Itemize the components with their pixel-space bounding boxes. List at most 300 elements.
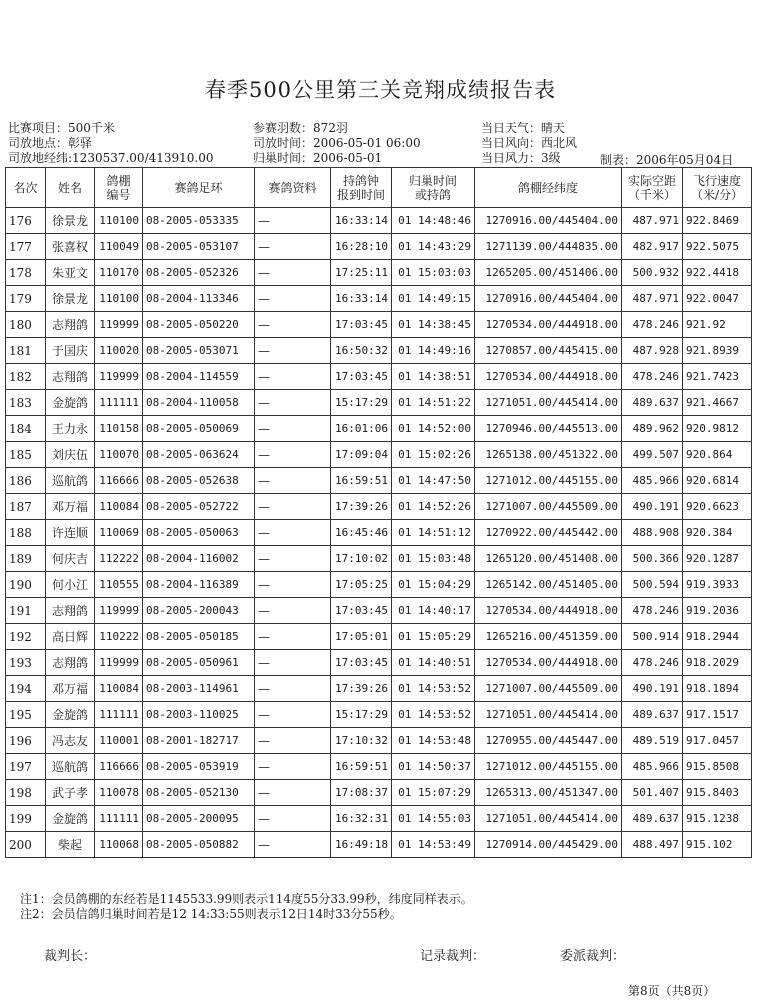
note-2: 注2：会员信鸽归巢时间若是12 14:33:55则表示12日14时33分55秒。 — [20, 907, 402, 921]
table-row — [6, 286, 752, 312]
cell-ring-number: 08-2005-200043 — [143, 598, 255, 624]
header-ring-number: 赛鸽足环 — [143, 168, 255, 208]
cell-loft-id: 110049 — [95, 234, 143, 260]
cell-ring-number: 08-2004-114559 — [143, 364, 255, 390]
cell-ring-number: 08-2003-110025 — [143, 702, 255, 728]
cell-speed: 915.8508 — [683, 754, 752, 780]
cell-ring-number: 08-2005-063624 — [143, 442, 255, 468]
cell-pigeon-info: — — [255, 624, 331, 650]
cell-pigeon-info: — — [255, 312, 331, 338]
cell-return-time: 01 14:53:52 — [392, 702, 475, 728]
report-title: 春季500公里第三关竞翔成绩报告表 — [204, 78, 557, 102]
cell-rank: 197 — [6, 754, 46, 780]
cell-loft-coordinates: 1271051.00/445414.00 — [475, 702, 622, 728]
cell-distance: 490.191 — [622, 494, 683, 520]
header-pigeon-info: 赛鸽资料 — [255, 168, 331, 208]
cell-pigeon-info: — — [255, 598, 331, 624]
table-row — [6, 546, 752, 572]
cell-clock-time: 16:45:46 — [331, 520, 392, 546]
cell-clock-time: 16:32:31 — [331, 806, 392, 832]
cell-rank: 191 — [6, 598, 46, 624]
cell-return-time: 01 14:49:16 — [392, 338, 475, 364]
cell-name: 何庆吉 — [46, 546, 95, 572]
cell-loft-id: 116666 — [95, 468, 143, 494]
cell-speed: 918.2029 — [683, 650, 752, 676]
cell-loft-id: 119999 — [95, 312, 143, 338]
cell-rank: 176 — [6, 208, 46, 234]
cell-loft-id: 110084 — [95, 494, 143, 520]
cell-name: 金旋鸽 — [46, 390, 95, 416]
cell-rank: 190 — [6, 572, 46, 598]
cell-ring-number: 08-2005-050220 — [143, 312, 255, 338]
results-table — [5, 167, 752, 858]
cell-speed: 922.4418 — [683, 260, 752, 286]
table-row — [6, 390, 752, 416]
table-row — [6, 338, 752, 364]
cell-clock-time: 16:33:14 — [331, 286, 392, 312]
cell-loft-coordinates: 1270922.00/445442.00 — [475, 520, 622, 546]
cell-loft-id: 110078 — [95, 780, 143, 806]
cell-pigeon-info: — — [255, 832, 331, 858]
cell-rank: 200 — [6, 832, 46, 858]
cell-clock-time: 16:50:32 — [331, 338, 392, 364]
header-return-time: 归巢时间 或持鸽 — [392, 168, 475, 208]
table-header-row — [6, 168, 752, 208]
cell-pigeon-info: — — [255, 234, 331, 260]
cell-distance: 500.366 — [622, 546, 683, 572]
header-speed: 飞行速度 （米/分） — [683, 168, 752, 208]
cell-loft-id: 110001 — [95, 728, 143, 754]
cell-distance: 487.971 — [622, 208, 683, 234]
cell-rank: 199 — [6, 806, 46, 832]
race-event: 比赛项目：500千米 — [8, 121, 115, 135]
cell-pigeon-info: — — [255, 520, 331, 546]
cell-return-time: 01 15:07:29 — [392, 780, 475, 806]
cell-speed: 915.1238 — [683, 806, 752, 832]
cell-name: 志翔鸽 — [46, 312, 95, 338]
chief-judge-signature: 裁判长： — [44, 949, 97, 964]
table-row — [6, 676, 752, 702]
cell-name: 徐景龙 — [46, 208, 95, 234]
cell-return-time: 01 14:49:15 — [392, 286, 475, 312]
cell-pigeon-info: — — [255, 546, 331, 572]
cell-loft-coordinates: 1271007.00/445509.00 — [475, 494, 622, 520]
cell-loft-id: 111111 — [95, 702, 143, 728]
race-info-left — [8, 121, 214, 166]
cell-rank: 189 — [6, 546, 46, 572]
cell-loft-coordinates: 1270914.00/445429.00 — [475, 832, 622, 858]
table-row — [6, 416, 752, 442]
cell-return-time: 01 15:03:48 — [392, 546, 475, 572]
cell-loft-id: 111111 — [95, 806, 143, 832]
cell-loft-coordinates: 1265138.00/451322.00 — [475, 442, 622, 468]
note-1: 注1：会员鸽棚的东经若是1145533.99则表示114度55分33.99秒，纬度同样表示。 — [20, 892, 473, 906]
cell-rank: 194 — [6, 676, 46, 702]
cell-rank: 196 — [6, 728, 46, 754]
cell-pigeon-info: — — [255, 806, 331, 832]
cell-speed: 921.7423 — [683, 364, 752, 390]
cell-loft-coordinates: 1270955.00/445447.00 — [475, 728, 622, 754]
table-row — [6, 364, 752, 390]
cell-distance: 490.191 — [622, 676, 683, 702]
cell-clock-time: 17:09:04 — [331, 442, 392, 468]
cell-pigeon-info: — — [255, 416, 331, 442]
cell-name: 张喜权 — [46, 234, 95, 260]
header-clock-time: 持鸽钟 报到时间 — [331, 168, 392, 208]
table-row — [6, 468, 752, 494]
cell-pigeon-info: — — [255, 286, 331, 312]
cell-ring-number: 08-2005-050961 — [143, 650, 255, 676]
release-time: 司放时间：2006-05-01 06:00 — [253, 136, 421, 150]
table-row — [6, 494, 752, 520]
table-row — [6, 572, 752, 598]
cell-distance: 488.497 — [622, 832, 683, 858]
cell-ring-number: 08-2001-182717 — [143, 728, 255, 754]
delegated-judge-signature: 委派裁判： — [560, 949, 626, 964]
cell-clock-time: 17:25:11 — [331, 260, 392, 286]
release-coordinates: 司放地经纬:1230537.00/413910.00 — [8, 151, 214, 165]
cell-return-time: 01 14:38:45 — [392, 312, 475, 338]
cell-rank: 195 — [6, 702, 46, 728]
cell-clock-time: 17:05:01 — [331, 624, 392, 650]
cell-speed: 920.384 — [683, 520, 752, 546]
cell-loft-coordinates: 1270534.00/444918.00 — [475, 312, 622, 338]
cell-clock-time: 16:33:14 — [331, 208, 392, 234]
cell-distance: 500.594 — [622, 572, 683, 598]
cell-return-time: 01 14:51:12 — [392, 520, 475, 546]
cell-speed: 921.92 — [683, 312, 752, 338]
cell-speed: 917.0457 — [683, 728, 752, 754]
header-name: 姓名 — [46, 168, 95, 208]
cell-loft-id: 110100 — [95, 286, 143, 312]
cell-name: 志翔鸽 — [46, 650, 95, 676]
cell-return-time: 01 14:53:49 — [392, 832, 475, 858]
cell-distance: 478.246 — [622, 650, 683, 676]
cell-speed: 919.3933 — [683, 572, 752, 598]
cell-distance: 482.917 — [622, 234, 683, 260]
table-body — [6, 208, 752, 858]
cell-loft-id: 116666 — [95, 754, 143, 780]
cell-loft-coordinates: 1265216.00/451359.00 — [475, 624, 622, 650]
cell-speed: 920.9812 — [683, 416, 752, 442]
cell-ring-number: 08-2005-052722 — [143, 494, 255, 520]
cell-return-time: 01 14:48:46 — [392, 208, 475, 234]
cell-name: 何小江 — [46, 572, 95, 598]
cell-return-time: 01 14:38:51 — [392, 364, 475, 390]
cell-clock-time: 16:01:06 — [331, 416, 392, 442]
cell-distance: 500.932 — [622, 260, 683, 286]
cell-name: 邓万福 — [46, 676, 95, 702]
cell-rank: 193 — [6, 650, 46, 676]
cell-speed: 922.8469 — [683, 208, 752, 234]
cell-ring-number: 08-2005-053919 — [143, 754, 255, 780]
cell-clock-time: 17:03:45 — [331, 364, 392, 390]
cell-pigeon-info: — — [255, 754, 331, 780]
cell-return-time: 01 14:53:52 — [392, 676, 475, 702]
cell-distance: 478.246 — [622, 364, 683, 390]
cell-return-time: 01 14:53:48 — [392, 728, 475, 754]
cell-ring-number: 08-2005-050882 — [143, 832, 255, 858]
cell-name: 朱亚文 — [46, 260, 95, 286]
cell-distance: 501.407 — [622, 780, 683, 806]
cell-return-time: 01 14:51:22 — [392, 390, 475, 416]
cell-rank: 183 — [6, 390, 46, 416]
cell-name: 志翔鸽 — [46, 364, 95, 390]
cell-pigeon-info: — — [255, 260, 331, 286]
cell-name: 柴起 — [46, 832, 95, 858]
cell-name: 金旋鸽 — [46, 702, 95, 728]
cell-name: 金旋鸽 — [46, 806, 95, 832]
cell-loft-id: 110070 — [95, 442, 143, 468]
header-loft-id: 鸽棚 编号 — [95, 168, 143, 208]
cell-rank: 186 — [6, 468, 46, 494]
cell-clock-time: 16:49:18 — [331, 832, 392, 858]
cell-clock-time: 17:39:26 — [331, 676, 392, 702]
cell-speed: 921.8939 — [683, 338, 752, 364]
cell-distance: 500.914 — [622, 624, 683, 650]
cell-distance: 489.637 — [622, 702, 683, 728]
cell-distance: 499.507 — [622, 442, 683, 468]
cell-loft-coordinates: 1270857.00/445415.00 — [475, 338, 622, 364]
cell-ring-number: 08-2005-052326 — [143, 260, 255, 286]
cell-loft-coordinates: 1271012.00/445155.00 — [475, 468, 622, 494]
cell-loft-id: 110100 — [95, 208, 143, 234]
cell-loft-id: 110068 — [95, 832, 143, 858]
cell-distance: 478.246 — [622, 598, 683, 624]
cell-distance: 485.966 — [622, 468, 683, 494]
cell-name: 徐景龙 — [46, 286, 95, 312]
cell-ring-number: 08-2005-200095 — [143, 806, 255, 832]
cell-pigeon-info: — — [255, 390, 331, 416]
cell-speed: 920.6814 — [683, 468, 752, 494]
cell-loft-id: 110158 — [95, 416, 143, 442]
cell-pigeon-info: — — [255, 702, 331, 728]
cell-ring-number: 08-2005-050063 — [143, 520, 255, 546]
cell-rank: 182 — [6, 364, 46, 390]
cell-clock-time: 17:10:32 — [331, 728, 392, 754]
wind-direction: 当日风向：西北风 — [481, 136, 578, 150]
cell-clock-time: 17:05:25 — [331, 572, 392, 598]
cell-rank: 188 — [6, 520, 46, 546]
cell-speed: 920.1287 — [683, 546, 752, 572]
table-row — [6, 208, 752, 234]
cell-return-time: 01 14:50:37 — [392, 754, 475, 780]
wind-force: 当日风力：3级 — [481, 151, 561, 165]
cell-speed: 922.5075 — [683, 234, 752, 260]
cell-pigeon-info: — — [255, 338, 331, 364]
race-info-right — [481, 121, 577, 166]
return-date: 归巢时间：2006-05-01 — [253, 151, 383, 165]
cell-loft-coordinates: 1265142.00/451405.00 — [475, 572, 622, 598]
table-row — [6, 312, 752, 338]
cell-rank: 181 — [6, 338, 46, 364]
race-info-mid — [253, 121, 421, 166]
cell-name: 巡航鸽 — [46, 468, 95, 494]
cell-clock-time: 16:28:10 — [331, 234, 392, 260]
cell-ring-number: 08-2005-052638 — [143, 468, 255, 494]
table-row — [6, 728, 752, 754]
cell-name: 高日辉 — [46, 624, 95, 650]
table-row — [6, 520, 752, 546]
cell-loft-coordinates: 1271051.00/445414.00 — [475, 390, 622, 416]
cell-speed: 917.1517 — [683, 702, 752, 728]
cell-return-time: 01 15:05:29 — [392, 624, 475, 650]
weather: 当日天气：晴天 — [481, 121, 566, 135]
cell-name: 武子孝 — [46, 780, 95, 806]
cell-distance: 489.519 — [622, 728, 683, 754]
cell-loft-coordinates: 1271007.00/445509.00 — [475, 676, 622, 702]
cell-return-time: 01 14:40:17 — [392, 598, 475, 624]
header-loft-coordinates: 鸽棚经纬度 — [475, 168, 622, 208]
cell-loft-id: 119999 — [95, 598, 143, 624]
cell-loft-id: 110170 — [95, 260, 143, 286]
cell-distance: 488.908 — [622, 520, 683, 546]
cell-pigeon-info: — — [255, 494, 331, 520]
cell-return-time: 01 14:40:51 — [392, 650, 475, 676]
cell-ring-number: 08-2005-053335 — [143, 208, 255, 234]
cell-loft-coordinates: 1270534.00/444918.00 — [475, 650, 622, 676]
cell-distance: 489.962 — [622, 416, 683, 442]
cell-loft-coordinates: 1270916.00/445404.00 — [475, 286, 622, 312]
cell-clock-time: 17:08:37 — [331, 780, 392, 806]
cell-pigeon-info: — — [255, 650, 331, 676]
cell-speed: 922.0047 — [683, 286, 752, 312]
cell-rank: 178 — [6, 260, 46, 286]
table-row — [6, 442, 752, 468]
cell-ring-number: 08-2004-116389 — [143, 572, 255, 598]
cell-loft-id: 119999 — [95, 364, 143, 390]
cell-return-time: 01 14:47:50 — [392, 468, 475, 494]
cell-rank: 177 — [6, 234, 46, 260]
header-rank: 名次 — [6, 168, 46, 208]
table-row — [6, 832, 752, 858]
cell-clock-time: 15:17:29 — [331, 702, 392, 728]
cell-name: 巡航鸽 — [46, 754, 95, 780]
cell-pigeon-info: — — [255, 208, 331, 234]
cell-rank: 192 — [6, 624, 46, 650]
cell-pigeon-info: — — [255, 780, 331, 806]
cell-pigeon-info: — — [255, 442, 331, 468]
cell-ring-number: 08-2003-114961 — [143, 676, 255, 702]
cell-loft-id: 112222 — [95, 546, 143, 572]
cell-clock-time: 15:17:29 — [331, 390, 392, 416]
table-row — [6, 702, 752, 728]
table-row — [6, 806, 752, 832]
cell-name: 冯志友 — [46, 728, 95, 754]
cell-return-time: 01 15:04:29 — [392, 572, 475, 598]
cell-distance: 485.966 — [622, 754, 683, 780]
cell-name: 许连顺 — [46, 520, 95, 546]
cell-name: 志翔鸽 — [46, 598, 95, 624]
entry-count: 参赛羽数：872羽 — [253, 121, 348, 135]
cell-ring-number: 08-2005-052130 — [143, 780, 255, 806]
cell-name: 王力永 — [46, 416, 95, 442]
table-row — [6, 650, 752, 676]
cell-loft-coordinates: 1271139.00/444835.00 — [475, 234, 622, 260]
cell-speed: 915.8403 — [683, 780, 752, 806]
recording-judge-signature: 记录裁判： — [420, 949, 486, 964]
cell-rank: 185 — [6, 442, 46, 468]
table-row — [6, 260, 752, 286]
cell-clock-time: 16:59:51 — [331, 754, 392, 780]
cell-loft-id: 110020 — [95, 338, 143, 364]
cell-pigeon-info: — — [255, 572, 331, 598]
cell-return-time: 01 15:03:03 — [392, 260, 475, 286]
cell-speed: 918.1894 — [683, 676, 752, 702]
cell-ring-number: 08-2004-113346 — [143, 286, 255, 312]
cell-return-time: 01 14:52:26 — [392, 494, 475, 520]
cell-clock-time: 17:10:02 — [331, 546, 392, 572]
cell-clock-time: 16:59:51 — [331, 468, 392, 494]
cell-loft-id: 110084 — [95, 676, 143, 702]
cell-loft-coordinates: 1265205.00/451406.00 — [475, 260, 622, 286]
cell-speed: 919.2036 — [683, 598, 752, 624]
table-row — [6, 754, 752, 780]
cell-pigeon-info: — — [255, 676, 331, 702]
cell-pigeon-info: — — [255, 468, 331, 494]
notes — [20, 892, 473, 922]
cell-clock-time: 17:03:45 — [331, 650, 392, 676]
cell-return-time: 01 14:55:03 — [392, 806, 475, 832]
cell-name: 刘庆伍 — [46, 442, 95, 468]
cell-return-time: 01 14:43:29 — [392, 234, 475, 260]
cell-return-time: 01 15:02:26 — [392, 442, 475, 468]
cell-distance: 489.637 — [622, 806, 683, 832]
cell-rank: 198 — [6, 780, 46, 806]
cell-distance: 487.971 — [622, 286, 683, 312]
cell-loft-coordinates: 1271012.00/445155.00 — [475, 754, 622, 780]
cell-rank: 179 — [6, 286, 46, 312]
table-row — [6, 780, 752, 806]
cell-loft-coordinates: 1270916.00/445404.00 — [475, 208, 622, 234]
cell-distance: 489.637 — [622, 390, 683, 416]
cell-pigeon-info: — — [255, 364, 331, 390]
cell-loft-id: 110222 — [95, 624, 143, 650]
cell-speed: 921.4667 — [683, 390, 752, 416]
cell-loft-id: 111111 — [95, 390, 143, 416]
cell-ring-number: 08-2005-053107 — [143, 234, 255, 260]
cell-clock-time: 17:03:45 — [331, 598, 392, 624]
cell-loft-coordinates: 1270946.00/445513.00 — [475, 416, 622, 442]
cell-ring-number: 08-2004-116002 — [143, 546, 255, 572]
table-row — [6, 234, 752, 260]
cell-distance: 478.246 — [622, 312, 683, 338]
cell-rank: 180 — [6, 312, 46, 338]
table-row — [6, 598, 752, 624]
page-number: 第8页（共8页） — [628, 984, 716, 998]
cell-ring-number: 08-2005-050185 — [143, 624, 255, 650]
cell-clock-time: 17:39:26 — [331, 494, 392, 520]
made-date: 制表：2006年05月04日 — [600, 153, 734, 167]
cell-name: 邓万福 — [46, 494, 95, 520]
cell-rank: 187 — [6, 494, 46, 520]
cell-loft-coordinates: 1270534.00/444918.00 — [475, 598, 622, 624]
cell-distance: 487.928 — [622, 338, 683, 364]
cell-loft-coordinates: 1265313.00/451347.00 — [475, 780, 622, 806]
cell-loft-coordinates: 1270534.00/444918.00 — [475, 364, 622, 390]
cell-ring-number: 08-2005-053071 — [143, 338, 255, 364]
cell-clock-time: 17:03:45 — [331, 312, 392, 338]
cell-loft-id: 110555 — [95, 572, 143, 598]
header-distance: 实际空距 （千米） — [622, 168, 683, 208]
cell-speed: 918.2944 — [683, 624, 752, 650]
cell-loft-id: 110069 — [95, 520, 143, 546]
cell-loft-coordinates: 1265120.00/451408.00 — [475, 546, 622, 572]
cell-speed: 915.102 — [683, 832, 752, 858]
cell-ring-number: 08-2004-110058 — [143, 390, 255, 416]
cell-name: 于国庆 — [46, 338, 95, 364]
table-row — [6, 624, 752, 650]
